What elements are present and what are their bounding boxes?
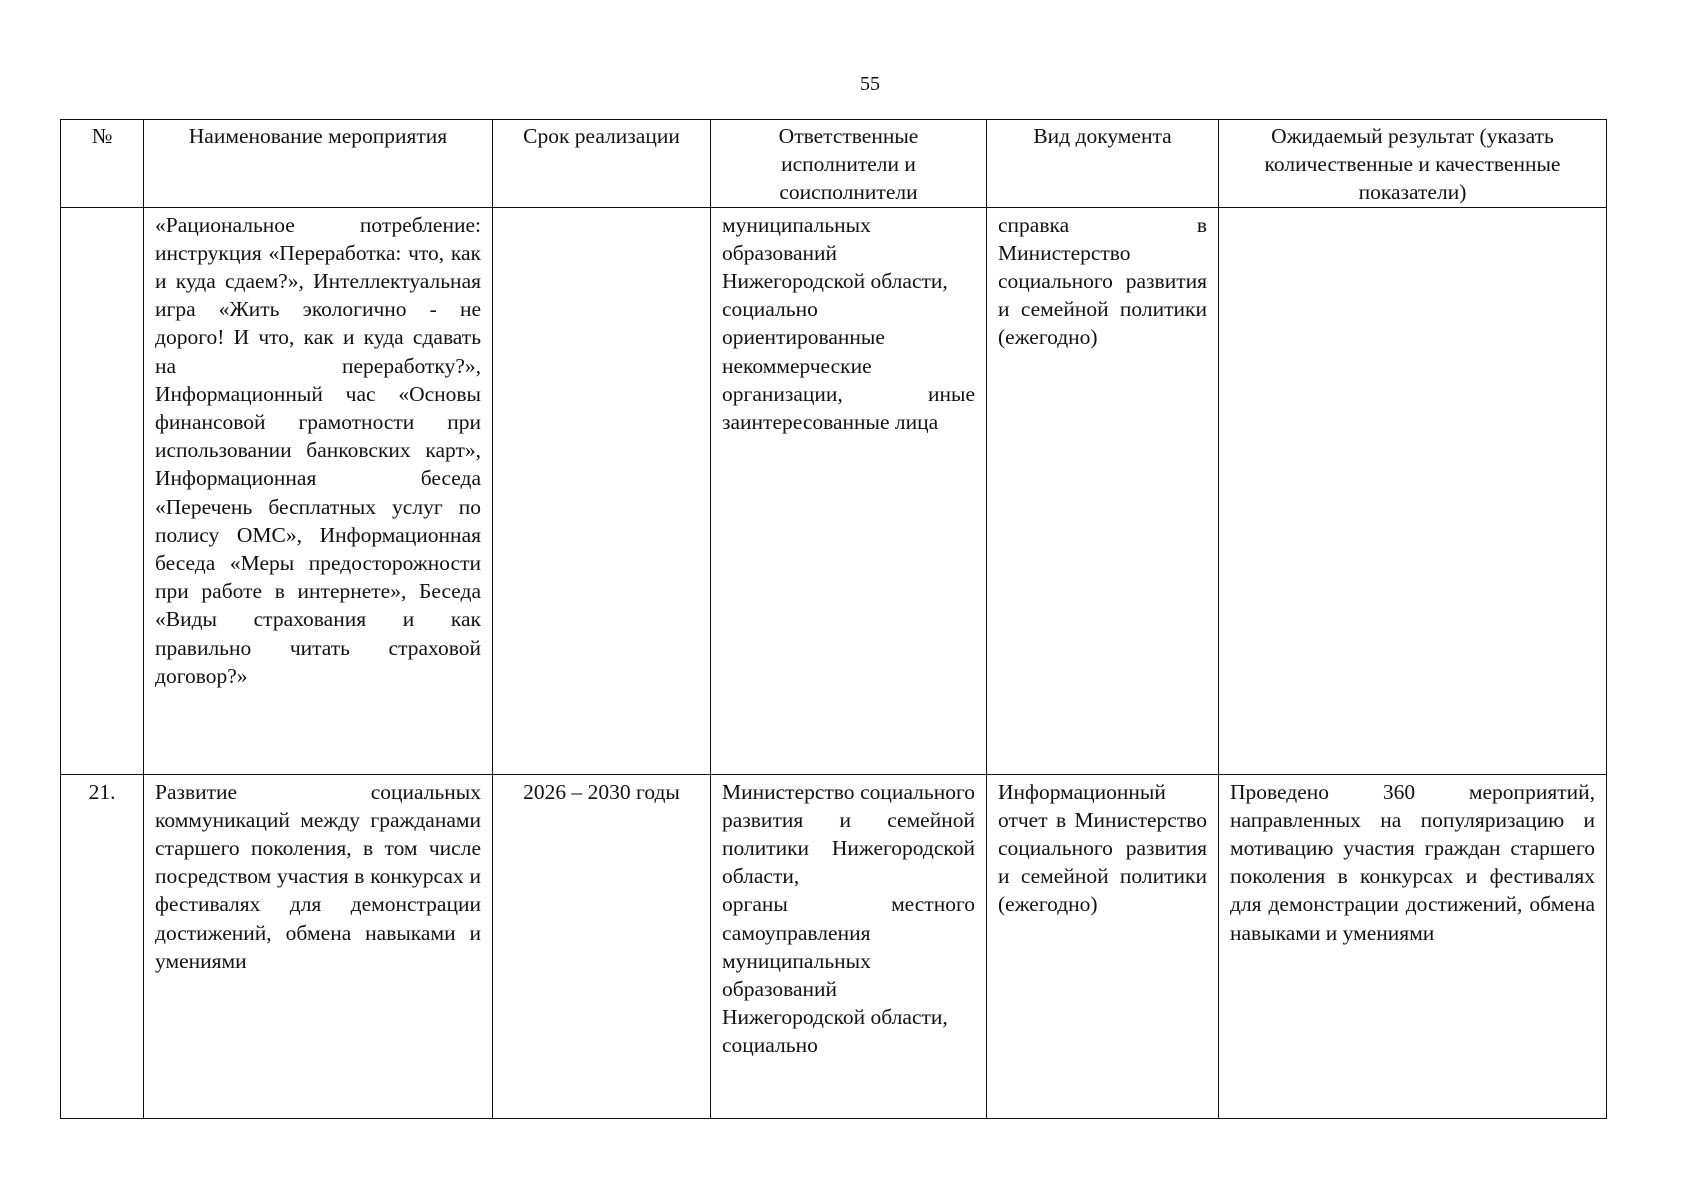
executors-line: социально ориентированные некоммерческие организации, иные заинтересованные лица: [722, 297, 975, 435]
executors: [711, 774, 987, 1118]
activity-name: «Рациональное потребление: инструкция «Переработка: что, как и куда сдаем?», Интеллектуальная игра «Жить экологично - не дорого! И что, как и куда сдавать на переработку?», Информационный час «Основы финансовой грамотности при использовании банковских карт», Информационная беседа «Перечень бесплатных услуг по полису ОМС», Информационная беседа «Меры предосторожности при работе в интернете», Беседа «Виды страхования и как правильно читать страховой договор?»: [144, 207, 493, 774]
activities-table: [60, 119, 1607, 1119]
header-document-type: Вид документа: [987, 120, 1219, 208]
row-number: 21.: [61, 774, 144, 1118]
executors-line: социально: [722, 1033, 818, 1058]
activity-name: Развитие социальных коммуникаций между гражданами старшего поколения, в том числе посредством участия в конкурсах и фестивалях для демонстрации достижений, обмена навыками и умениями: [144, 774, 493, 1118]
document-type: справка в Министерство социального развития и семейной политики (ежегодно): [987, 207, 1219, 774]
header-executors: Ответственные исполнители и соисполнители: [711, 120, 987, 208]
table-row: [61, 207, 1607, 774]
header-activity-name: Наименование мероприятия: [144, 120, 493, 208]
table-row: [61, 774, 1607, 1118]
page-number: 55: [860, 73, 880, 95]
executors: [711, 207, 987, 774]
row-number: [61, 207, 144, 774]
table-header-row: [61, 120, 1607, 208]
period: 2026 – 2030 годы: [493, 774, 711, 1118]
executors-line: муниципальных образований Нижегородской области,: [722, 212, 948, 294]
executors-line: органы местного самоуправления муниципальных образований Нижегородской области,: [722, 892, 975, 1030]
document-type: Информационный отчет в Министерство социального развития и семейной политики (ежегодно): [987, 774, 1219, 1118]
expected-result: [1219, 207, 1607, 774]
header-number: №: [61, 120, 144, 208]
period: [493, 207, 711, 774]
header-period: Срок реализации: [493, 120, 711, 208]
header-expected-result: Ожидаемый результат (указать количественные и качественные показатели): [1219, 120, 1607, 208]
executors-line: Министерство социального развития и семейной политики Нижегородской области,: [722, 779, 975, 889]
expected-result: Проведено 360 мероприятий, направленных на популяризацию и мотивацию участия граждан старшего поколения в конкурсах и фестивалях для демонстрации достижений, обмена навыками и умениями: [1219, 774, 1607, 1118]
